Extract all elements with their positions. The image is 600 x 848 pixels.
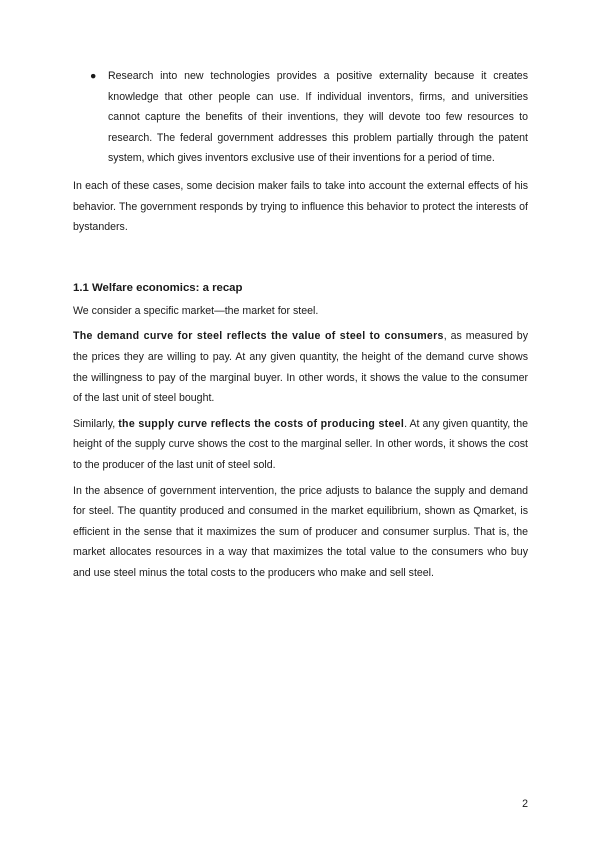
document-page <box>73 66 528 583</box>
demand-curve-text: , as measured by the prices they are willing to pay. At any given quantity, the height of the demand curve shows the willingness to pay of the marginal buyer. In other words, it shows the value to the consumer of the last unit of steel bought. <box>73 330 528 405</box>
supply-curve-text: . At any given quantity, the height of the supply curve shows the cost to the marginal seller. In other words, it shows the cost to the producer of the last unit of steel sold. <box>73 417 528 471</box>
section-paragraph-3 <box>73 414 528 476</box>
demand-curve-emphasis: The demand curve for steel reflects the value of steel to consumers <box>73 330 444 343</box>
intro-paragraph: In each of these cases, some decision maker fails to take into account the external effects of his behavior. The government responds by trying to influence this behavior to protect the interests of bystanders. <box>73 179 528 234</box>
bullet-text: Research into new technologies provides a positive externality because it creates knowledge that other people can use. If individual inventors, firms, and universities cannot capture the benefits of their inventions, they will devote too few resources to research. The federal government addresses this problem partially through the patent system, which gives inventors exclusive use of their inventions for a period of time. <box>108 70 528 165</box>
section-paragraph-2 <box>73 326 528 408</box>
section-paragraph-1: We consider a specific market—the market for steel. <box>73 304 319 317</box>
page-number: 2 <box>522 798 528 810</box>
section-paragraph-4: In the absence of government intervention, the price adjusts to balance the supply and demand for steel. The quantity produced and consumed in the market equilibrium, shown as Qmarket, is efficient in the sense that it maximizes the sum of producer and consumer surplus. That is, the market allocates resources in a way that maximizes the total value to the consumers who buy and use steel minus the total costs to the producers who make and sell steel. <box>73 484 528 579</box>
bullet-item-research <box>73 66 528 169</box>
supply-lead-text: Similarly, <box>73 417 119 430</box>
bullet-icon: ● <box>90 70 97 82</box>
section-heading: 1.1 Welfare economics: a recap <box>73 281 243 294</box>
supply-curve-emphasis: the supply curve reflects the costs of producing steel <box>118 417 405 430</box>
